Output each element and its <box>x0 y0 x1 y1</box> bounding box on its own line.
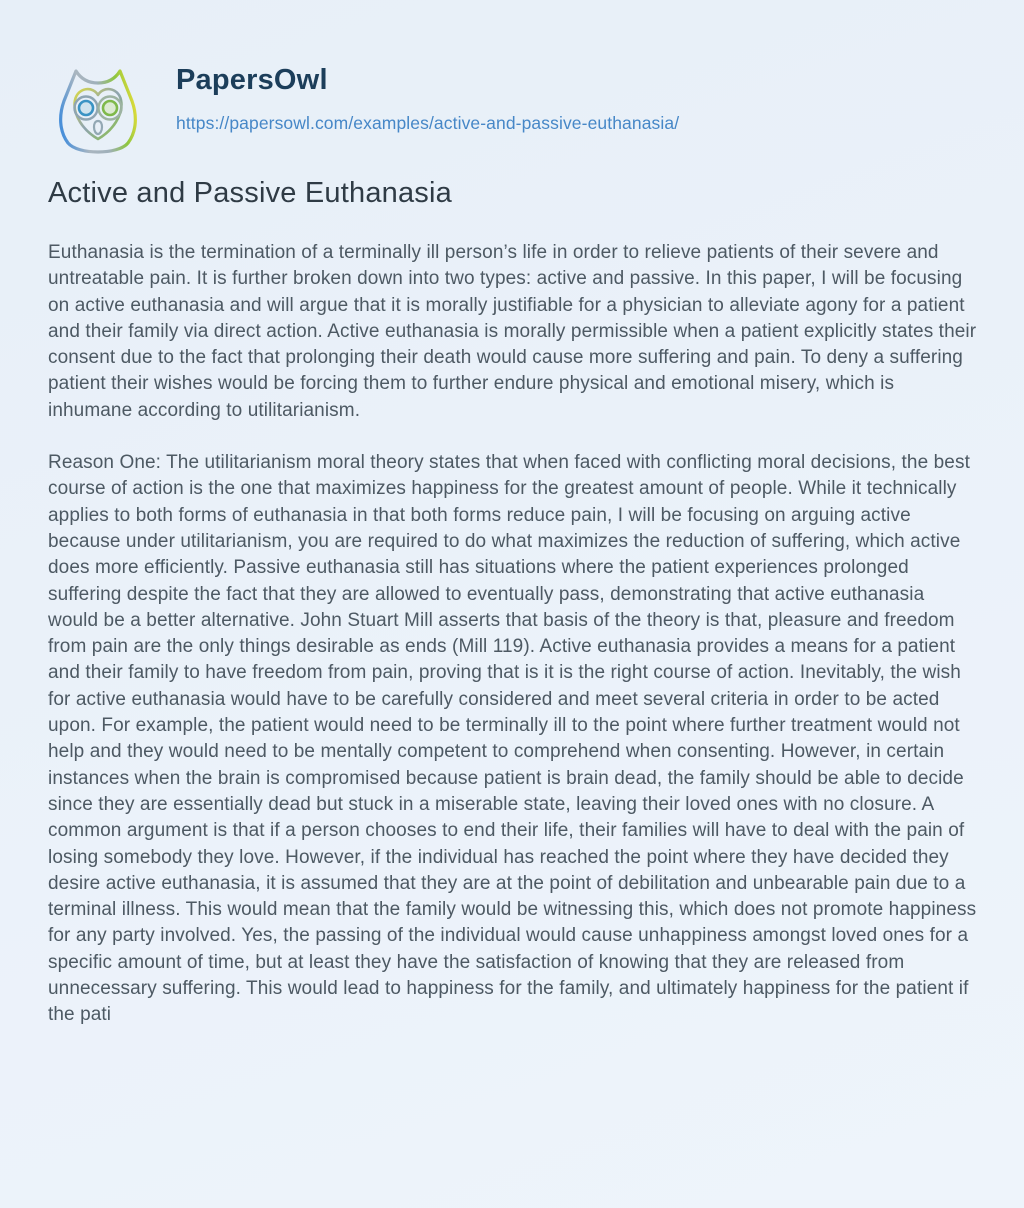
site-header <box>48 57 976 161</box>
article-body <box>48 240 978 1029</box>
brand-name: PapersOwl <box>176 64 328 96</box>
owl-logo-icon[interactable] <box>48 57 148 161</box>
page-title: Active and Passive Euthanasia <box>48 177 452 209</box>
source-url-link[interactable]: https://papersowl.com/examples/active-and-passive-euthanasia/ <box>176 112 680 133</box>
article-paragraph-2: Reason One: The utilitarianism moral theory states that when faced with conflicting moral decisions, the best course of action is the one that maximizes happiness for the greatest amount of people. While it technically applies to both forms of euthanasia in that both forms reduce pain, I will be focusing on arguing active because under utilitarianism, you are required to do what maximizes the reduction of suffering, which active does more efficiently. Passive euthanasia still has situations where the patient experiences prolonged suffering despite the fact that they are allowed to eventually pass, demonstrating that active euthanasia would be a better alternative. John Stuart Mill asserts that basis of the theory is that, pleasure and freedom from pain are the only things desirable as ends (Mill 119). Active euthanasia provides a means for a patient and their family to have freedom from pain, proving that is it is the right course of action. Inevitably, the wish for active euthanasia would have to be carefully considered and meet several criteria in order to be acted upon. For example, the patient would need to be terminally ill to the point where further treatment would not help and they would need to be mentally competent to comprehend when consenting. However, in certain instances when the brain is compromised because patient is brain dead, the family should be able to decide since they are essentially dead but stuck in a miserable state, leaving their loved ones with no closure. A common argument is that if a person chooses to end their life, their families will have to deal with the pain of losing somebody they love. However, if the individual has reached the point where they have decided they desire active euthanasia, it is assumed that they are at the point of debilitation and unbearable pain due to a terminal illness. This would mean that the family would be witnessing this, which does not promote happiness for any party involved. Yes, the passing of the individual would cause unhappiness amongst loved ones for a specific amount of time, but at least they have the satisfaction of knowing that they are released from unnecessary suffering. This would lead to happiness for the family, and ultimately happiness for the patient if the pati <box>48 452 977 1026</box>
brand-block <box>176 57 679 134</box>
article-paragraph-1: Euthanasia is the termination of a terminally ill person’s life in order to relieve patients of their severe and untreatable pain. It is further broken down into two types: active and passive. In this paper, I will be focusing on active euthanasia and will argue that it is morally justifiable for a physician to alleviate agony for a patient and their family via direct action. Active euthanasia is morally permissible when a patient explicitly states their consent due to the fact that prolonging their death would cause more suffering and pain. To deny a suffering patient their wishes would be forcing them to further endure physical and emotional misery, which is inhumane according to utilitarianism. <box>48 242 977 421</box>
